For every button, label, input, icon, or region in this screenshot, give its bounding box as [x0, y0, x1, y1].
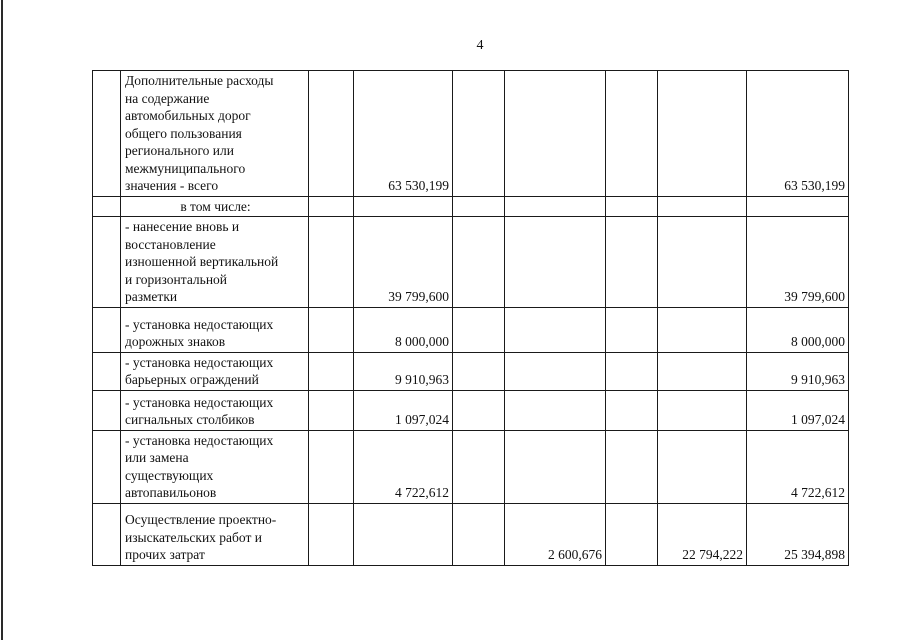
- value-cell: [505, 430, 606, 503]
- row-label-cell: [121, 503, 309, 565]
- table-row: [93, 430, 849, 503]
- empty-cell: [606, 196, 658, 217]
- value-cell: [505, 390, 606, 430]
- value-cell: [453, 217, 505, 308]
- value-cell: [505, 196, 606, 217]
- row-number-cell: [93, 217, 121, 308]
- value-cell: [309, 307, 354, 352]
- value-cell: [505, 71, 606, 197]
- value-cell: [505, 352, 606, 390]
- empty-cell: [606, 217, 658, 308]
- empty-cell: [606, 71, 658, 197]
- page-number: 4: [476, 38, 484, 53]
- value-cell: [453, 196, 505, 217]
- row-number-cell: [93, 503, 121, 565]
- value-cell: 8 000,000: [354, 307, 453, 352]
- value-cell: [658, 217, 747, 308]
- row-number-cell: [93, 390, 121, 430]
- row-number-cell: [93, 71, 121, 197]
- value-cell: 63 530,199: [747, 71, 849, 197]
- row-number-cell: [93, 307, 121, 352]
- row-label-cell: [121, 390, 309, 430]
- value-cell: 9 910,963: [747, 352, 849, 390]
- value-cell: [453, 390, 505, 430]
- row-number-cell: [93, 352, 121, 390]
- row-label: Осуществление проектно- изыскательских работ и прочих затрат: [125, 512, 277, 562]
- value-cell: [309, 390, 354, 430]
- table-row: [93, 390, 849, 430]
- value-cell: 1 097,024: [354, 390, 453, 430]
- empty-cell: [606, 307, 658, 352]
- value-cell: [309, 196, 354, 217]
- empty-cell: [606, 430, 658, 503]
- table-row: [93, 217, 849, 308]
- table-row: [93, 307, 849, 352]
- value-cell: 4 722,612: [354, 430, 453, 503]
- value-cell: 2 600,676: [505, 503, 606, 565]
- value-cell: 39 799,600: [354, 217, 453, 308]
- table-row: [93, 503, 849, 565]
- row-label-cell: [121, 307, 309, 352]
- value-cell: 39 799,600: [747, 217, 849, 308]
- row-label: в том числе:: [180, 198, 251, 214]
- expenses-table: [92, 70, 849, 566]
- value-cell: [658, 430, 747, 503]
- value-cell: 9 910,963: [354, 352, 453, 390]
- value-cell: 8 000,000: [747, 307, 849, 352]
- row-label-cell: [121, 352, 309, 390]
- value-cell: [658, 390, 747, 430]
- value-cell: [453, 307, 505, 352]
- row-number-cell: [93, 430, 121, 503]
- value-cell: [453, 503, 505, 565]
- row-label-cell: [121, 71, 309, 197]
- value-cell: [453, 430, 505, 503]
- row-label: - нанесение вновь и восстановление изношенной вертикальной и горизонтальной разметки: [125, 219, 279, 304]
- row-label: - установка недостающих сигнальных столбиков: [125, 394, 274, 427]
- value-cell: [309, 352, 354, 390]
- value-cell: [658, 71, 747, 197]
- empty-cell: [606, 352, 658, 390]
- row-label-cell: [121, 196, 309, 217]
- value-cell: 25 394,898: [747, 503, 849, 565]
- value-cell: [309, 430, 354, 503]
- scan-edge-line: [1, 0, 3, 640]
- value-cell: [309, 503, 354, 565]
- row-label-cell: [121, 217, 309, 308]
- value-cell: [309, 71, 354, 197]
- value-cell: [453, 352, 505, 390]
- row-number-cell: [93, 196, 121, 217]
- table-row: [93, 352, 849, 390]
- value-cell: [658, 307, 747, 352]
- row-label: - установка недостающих или замена существующих автопавильонов: [125, 432, 274, 500]
- value-cell: [309, 217, 354, 308]
- value-cell: [505, 307, 606, 352]
- row-label: - установка недостающих барьерных ограждений: [125, 354, 274, 387]
- value-cell: [747, 196, 849, 217]
- row-label: - установка недостающих дорожных знаков: [125, 316, 274, 349]
- value-cell: [505, 217, 606, 308]
- value-cell: 1 097,024: [747, 390, 849, 430]
- table-row: [93, 196, 849, 217]
- row-label: Дополнительные расходы на содержание автомобильных дорог общего пользования регионального или межмуниципального значения - всего: [125, 73, 274, 193]
- table-row: [93, 71, 849, 197]
- value-cell: [658, 352, 747, 390]
- empty-cell: [606, 503, 658, 565]
- value-cell: [658, 196, 747, 217]
- value-cell: [453, 71, 505, 197]
- value-cell: [354, 196, 453, 217]
- value-cell: 22 794,222: [658, 503, 747, 565]
- row-label-cell: [121, 430, 309, 503]
- value-cell: 63 530,199: [354, 71, 453, 197]
- value-cell: 4 722,612: [747, 430, 849, 503]
- value-cell: [354, 503, 453, 565]
- table-body: [93, 71, 849, 566]
- empty-cell: [606, 390, 658, 430]
